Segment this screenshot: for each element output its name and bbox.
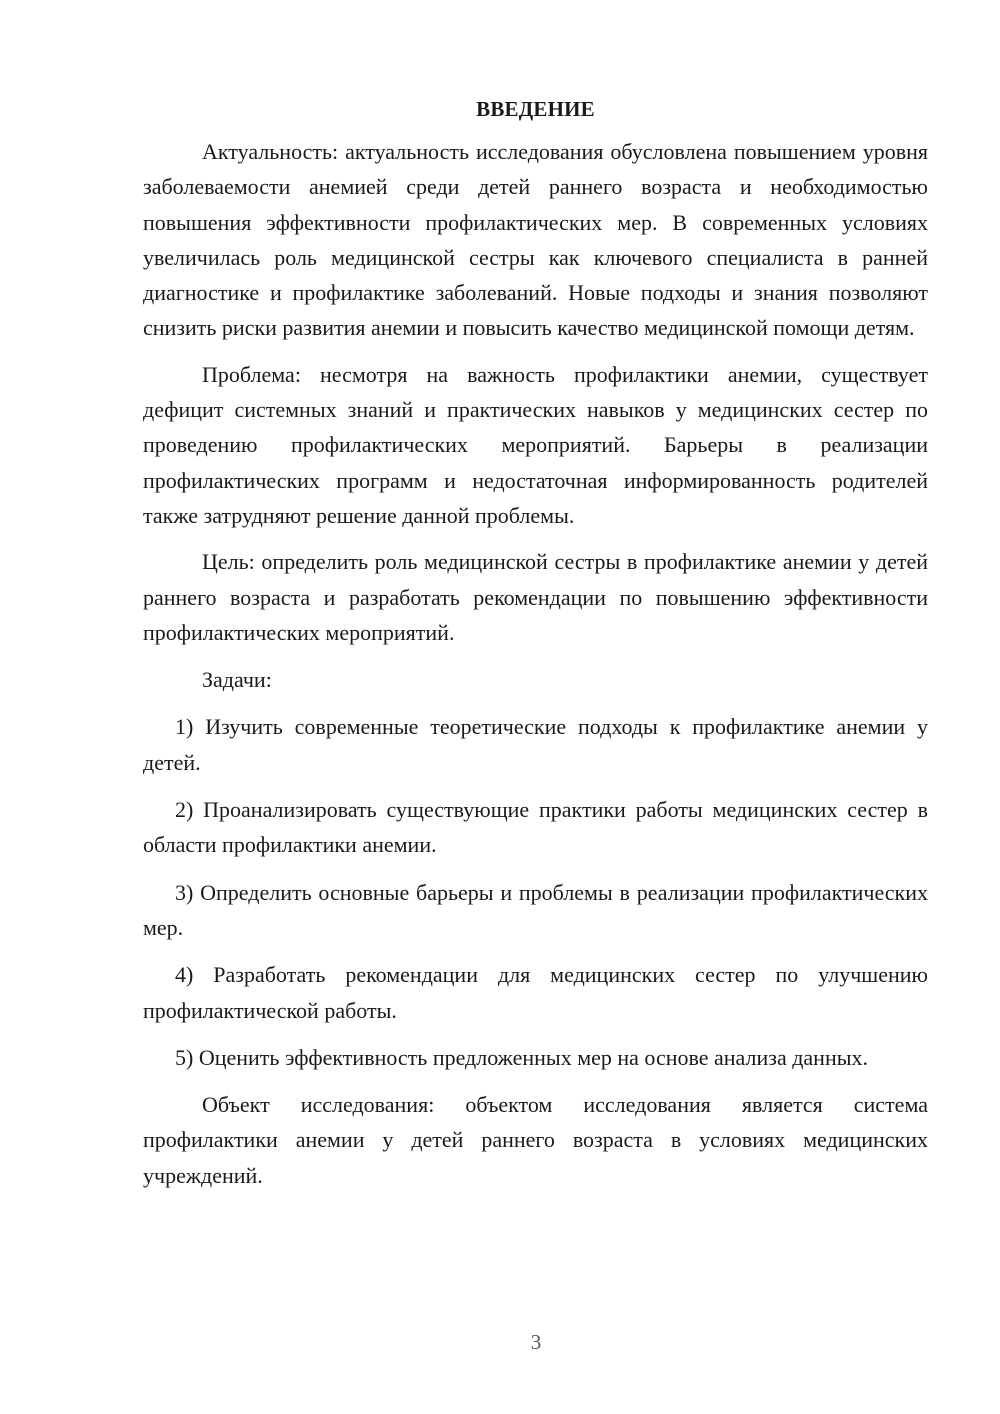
relevance-paragraph: Актуальность: актуальность исследования обусловлена повышением уровня заболеваемости анемией среди детей раннего возраста и необходимостью повышения эффективности профилактических мер. В современных условиях увеличилась роль медицинской сестры как ключевого специалиста в ранней диагностике и профилактике заболеваний. Новые подходы и знания позволяют снизить риски развития анемии и повысить качество медицинской помощи детям. bbox=[143, 139, 928, 341]
goal-paragraph: Цель: определить роль медицинской сестры в профилактике анемии у детей раннего возраста и разработать рекомендации по повышению эффективности профилактических мероприятий. bbox=[143, 549, 928, 645]
document-page bbox=[143, 92, 928, 1193]
problem-paragraph: Проблема: несмотря на важность профилактики анемии, существует дефицит системных знаний и практических навыков у медицинских сестер по проведению профилактических мероприятий. Барьеры в реализации профилактических программ и недостаточная информированность родителей также затрудняют решение данной проблемы. bbox=[143, 361, 928, 528]
list-item: 2) Проанализировать существующие практики работы медицинских сестер в области профилактики анемии. bbox=[143, 797, 928, 858]
list-item: 4) Разработать рекомендации для медицинских сестер по улучшению профилактической работы. bbox=[143, 962, 928, 1023]
page-number: 3 bbox=[530, 1330, 542, 1354]
list-item: 1) Изучить современные теоретические подходы к профилактике анемии у детей. bbox=[143, 714, 928, 775]
object-paragraph: Объект исследования: объектом исследования является система профилактики анемии у детей раннего возраста в условиях медицинских учреждений. bbox=[143, 1092, 928, 1188]
list-item: 5) Оценить эффективность предложенных мер на основе анализа данных. bbox=[175, 1044, 869, 1070]
section-title: ВВЕДЕНИЕ bbox=[476, 97, 595, 121]
tasks-list bbox=[143, 709, 928, 1075]
list-item: 3) Определить основные барьеры и проблемы в реализации профилактических мер. bbox=[143, 879, 928, 940]
tasks-heading: Задачи: bbox=[202, 667, 272, 693]
